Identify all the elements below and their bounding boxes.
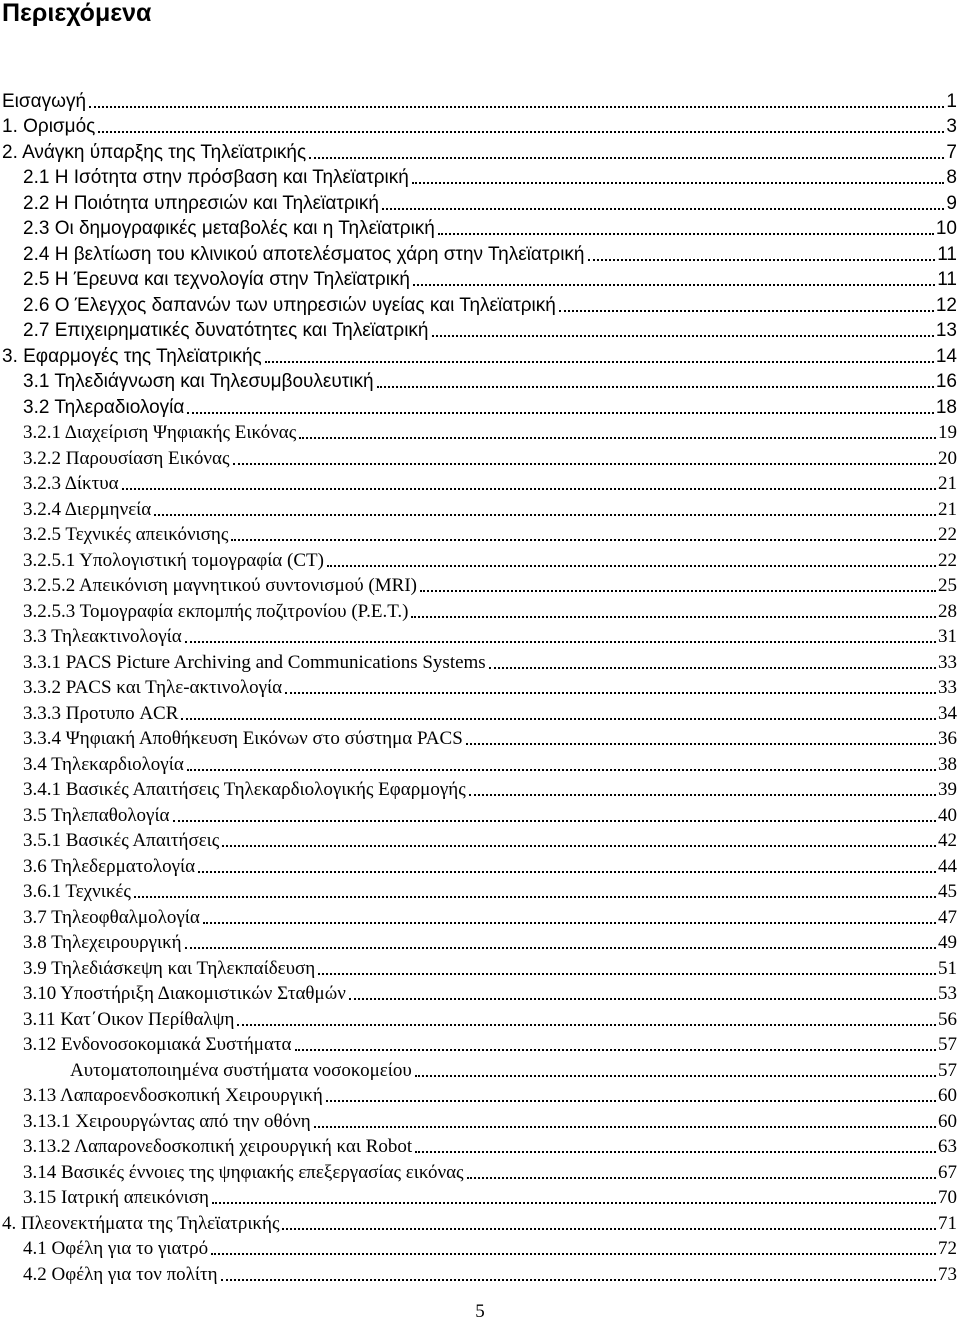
toc-entry[interactable]	[0, 1260, 960, 1286]
toc-entry-label: 2.5 Η Έρευνα και τεχνολογία στην Τηλεϊατρική	[23, 269, 410, 290]
dot-leader	[467, 1177, 936, 1179]
toc-entry-page: 13	[935, 320, 957, 341]
toc-entry-label: 3.2.5 Τεχνικές απεικόνισης	[23, 524, 229, 545]
toc-entry-page: 7	[946, 141, 957, 163]
toc-entry-label: 3.2.4 Διερμηνεία	[23, 498, 152, 520]
toc-entry-label: 3.12 Ενδονοσοκομιακά Συστήματα	[23, 1034, 292, 1055]
toc-entry-label: 2.1 Η Ισότητα στην πρόσβαση και Τηλεϊατρική	[23, 167, 409, 188]
toc-entry-page: 42	[938, 830, 957, 851]
toc-entry-page: 21	[938, 473, 957, 494]
toc-entry-label: 3.14 Βασικές έννοιες της ψηφιακής επεξεργασίας εικόνας	[23, 1161, 464, 1183]
dot-leader	[382, 208, 944, 210]
toc-entry-page: 10	[935, 218, 957, 239]
toc-entry[interactable]	[0, 674, 960, 700]
dot-leader	[413, 284, 935, 286]
toc-entry-page: 33	[938, 677, 957, 698]
toc-entry[interactable]	[0, 87, 960, 113]
toc-entry[interactable]	[0, 1158, 960, 1184]
toc-entry[interactable]	[0, 444, 960, 470]
toc-entry-page: 34	[938, 702, 957, 724]
toc-entry[interactable]	[0, 240, 960, 266]
dot-leader	[222, 845, 936, 847]
toc-entry-page: 51	[938, 957, 957, 979]
dot-leader	[314, 1126, 936, 1128]
toc-entry[interactable]	[0, 750, 960, 776]
toc-entry-label: 3.3.3 Προτυπο ACR	[23, 702, 179, 724]
toc-entry-label: 3.15 Ιατρική απεικόνιση	[23, 1187, 209, 1208]
toc-entry-label: 2. Ανάγκη ύπαρξης της Τηλεϊατρικής	[2, 141, 307, 163]
dot-leader	[221, 1279, 936, 1281]
toc-entry-label: 3.2.1 Διαχείριση Ψηφιακής Εικόνας	[23, 422, 297, 443]
dot-leader	[233, 463, 937, 465]
toc-entry-page: 3	[946, 116, 957, 137]
dot-leader	[438, 233, 934, 235]
dot-leader	[489, 667, 936, 669]
dot-leader	[432, 335, 934, 337]
toc-entry[interactable]	[0, 546, 960, 572]
dot-leader	[295, 1049, 936, 1051]
toc-entry-label: 3.10 Υποστήριξη Διακομιστικών Σταθμών	[23, 983, 346, 1004]
toc-entry-label: 3.6.1 Τεχνικές	[23, 881, 131, 902]
toc-entry-page: 57	[938, 1059, 957, 1081]
toc-entry-page: 45	[938, 881, 957, 902]
toc-entry[interactable]	[0, 878, 960, 904]
toc-entry[interactable]	[0, 1056, 960, 1082]
toc-entry[interactable]	[0, 393, 960, 419]
toc-entry[interactable]	[0, 368, 960, 394]
dot-leader	[285, 692, 936, 694]
toc-entry-page: 11	[937, 243, 957, 265]
toc-entry-page: 8	[946, 167, 957, 188]
toc-entry-label: 2.7 Επιχειρηματικές δυνατότητες και Τηλεϊατρική	[23, 320, 429, 341]
toc-entry-label: 3.1 Τηλεδιάγνωση και Τηλεσυμβουλευτική	[23, 371, 374, 392]
toc-entry[interactable]	[0, 419, 960, 445]
toc-entry[interactable]	[0, 113, 960, 139]
toc-entry-page: 22	[938, 524, 957, 545]
toc-entry-page: 25	[938, 575, 957, 596]
toc-entry[interactable]	[0, 572, 960, 598]
toc-entry-page: 44	[938, 855, 957, 877]
toc-entry-label: 4. Πλεονεκτήματα της Τηλεϊατρικής	[2, 1212, 280, 1234]
dot-leader	[154, 514, 936, 516]
toc-entry-label: 3.5.1 Βασικές Απαιτήσεις	[23, 830, 220, 851]
toc-entry-label: 3.2.5.1 Υπολογιστική τομογραφία (CT)	[23, 549, 324, 571]
toc-entry-page: 16	[935, 371, 957, 392]
toc-entry[interactable]	[0, 1005, 960, 1031]
toc-entry-page: 67	[938, 1161, 957, 1183]
toc-entry-page: 18	[935, 396, 957, 418]
toc-entry-page: 56	[938, 1008, 957, 1030]
toc-entry[interactable]	[0, 801, 960, 827]
dot-leader	[187, 412, 933, 414]
toc-entry[interactable]	[0, 138, 960, 164]
toc-entry[interactable]	[0, 827, 960, 853]
toc-entry-page: 12	[935, 294, 957, 316]
toc-entry-label: 4.2 Οφέλη για τον πολίτη	[23, 1263, 218, 1285]
toc-entry-label: 3.3.1 PACS Picture Archiving and Communications Systems	[23, 651, 486, 673]
toc-entry-label: 2.2 Η Ποιότητα υπηρεσιών και Τηλεϊατρική	[23, 192, 379, 214]
toc-entry-page: 60	[938, 1085, 957, 1106]
toc-entry-page: 38	[938, 753, 957, 775]
toc-entry-page: 72	[938, 1238, 957, 1259]
dot-leader	[98, 131, 944, 133]
toc-entry-label: 4.1 Οφέλη για το γιατρό	[23, 1238, 209, 1259]
toc-entry-label: 3.11 Κατ΄Οικον Περίθαλψη	[23, 1008, 235, 1030]
dot-leader	[203, 922, 936, 924]
toc-entry-label: 3.3.4 Ψηφιακή Αποθήκευση Εικόνων στο σύστημα PACS	[23, 728, 463, 749]
toc-entry-label: 3.13.1 Χειρουργώντας από την οθόνη	[23, 1110, 311, 1132]
dot-leader	[412, 182, 945, 184]
toc-entry-page: 33	[938, 651, 957, 673]
toc-entry-page: 36	[938, 728, 957, 749]
dot-leader	[185, 641, 936, 643]
dot-leader	[237, 1024, 936, 1026]
toc-entry-label: 3.6 Τηλεδερματολογία	[23, 855, 196, 877]
toc-entry-page: 47	[938, 906, 957, 928]
dot-leader	[420, 590, 936, 592]
page-title: Περιεχόμενα	[2, 0, 152, 27]
dot-leader	[187, 769, 936, 771]
toc-entry[interactable]	[0, 521, 960, 547]
dot-leader	[231, 539, 936, 541]
toc-entry-page: 31	[938, 626, 957, 647]
dot-leader	[299, 437, 936, 439]
toc-entry[interactable]	[0, 648, 960, 674]
toc-entry[interactable]	[0, 266, 960, 292]
toc-entry[interactable]	[0, 495, 960, 521]
toc-entry[interactable]	[0, 954, 960, 980]
table-of-contents	[0, 87, 960, 1286]
toc-entry[interactable]	[0, 623, 960, 649]
toc-entry-label: 3.3 Τηλεακτινολογία	[23, 626, 182, 647]
toc-entry[interactable]	[0, 929, 960, 955]
toc-entry-label: 3.2.5.3 Τομογραφία εκπομπής ποζιτρονίου (P.E.T.)	[23, 600, 409, 622]
toc-entry[interactable]	[0, 1107, 960, 1133]
toc-entry[interactable]	[0, 699, 960, 725]
toc-entry[interactable]	[0, 1235, 960, 1261]
dot-leader	[212, 1202, 936, 1204]
dot-leader	[211, 1253, 936, 1255]
dot-leader	[89, 106, 944, 108]
toc-entry[interactable]	[0, 291, 960, 317]
toc-entry[interactable]	[0, 1133, 960, 1159]
toc-entry-page: 63	[938, 1136, 957, 1157]
toc-entry-page: 19	[938, 422, 957, 443]
toc-entry[interactable]	[0, 215, 960, 241]
toc-entry-page: 11	[937, 269, 957, 290]
toc-entry-page: 70	[938, 1187, 957, 1208]
toc-entry-page: 71	[938, 1212, 957, 1234]
dot-leader	[415, 1151, 936, 1153]
toc-entry[interactable]	[0, 1031, 960, 1057]
toc-entry-label: 3.7 Τηλεοφθαλμολογία	[23, 906, 200, 928]
dot-leader	[327, 565, 936, 567]
toc-entry-label: 3.9 Τηλεδιάσκεψη και Τηλεκπαίδευση	[23, 957, 316, 979]
toc-entry-page: 73	[938, 1263, 957, 1285]
dot-leader	[198, 871, 936, 873]
dot-leader	[349, 998, 936, 1000]
dot-leader	[469, 794, 936, 796]
toc-entry[interactable]	[0, 980, 960, 1006]
toc-entry[interactable]	[0, 776, 960, 802]
toc-entry-page: 53	[938, 983, 957, 1004]
toc-entry-label: 3.2 Τηλεραδιολογία	[23, 396, 185, 418]
toc-entry-label: 2.3 Οι δημογραφικές μεταβολές και η Τηλεϊατρική	[23, 218, 435, 239]
dot-leader	[326, 1100, 936, 1102]
toc-entry[interactable]	[0, 189, 960, 215]
toc-entry[interactable]	[0, 852, 960, 878]
toc-entry-page: 22	[938, 549, 957, 571]
toc-entry-label: 2.6 Ο Έλεγχος δαπανών των υπηρεσιών υγείας και Τηλεϊατρική	[23, 294, 556, 316]
toc-entry-page: 28	[938, 600, 957, 622]
dot-leader	[466, 743, 936, 745]
toc-entry-page: 39	[938, 779, 957, 800]
toc-entry-page: 57	[938, 1034, 957, 1055]
toc-entry[interactable]	[0, 317, 960, 343]
dot-leader	[559, 310, 934, 312]
toc-entry[interactable]	[0, 903, 960, 929]
dot-leader	[265, 361, 934, 363]
toc-entry[interactable]	[0, 725, 960, 751]
toc-entry-label: 3.4 Τηλεκαρδιολογία	[23, 753, 184, 775]
page-number: 5	[475, 1301, 485, 1322]
dot-leader	[173, 820, 936, 822]
toc-entry-label: 3.8 Τηλεχειρουργική	[23, 932, 182, 953]
toc-entry-page: 21	[938, 498, 957, 520]
dot-leader	[318, 973, 936, 975]
dot-leader	[134, 896, 936, 898]
toc-entry[interactable]	[0, 1082, 960, 1108]
toc-entry-label: 3.13 Λαπαροενδοσκοπική Χειρουργική	[23, 1085, 323, 1106]
toc-entry-page: 1	[946, 90, 957, 112]
dot-leader	[415, 1075, 936, 1077]
dot-leader	[185, 947, 936, 949]
toc-entry-label: 3.13.2 Λαπαρονεδοσκοπική χειρουργική και Robot	[23, 1136, 413, 1157]
toc-entry-label: 1. Ορισμός	[2, 116, 96, 137]
toc-entry-page: 20	[938, 447, 957, 469]
toc-entry-label: 2.4 Η βελτίωση του κλινικού αποτελέσματος χάρη στην Τηλεϊατρική	[23, 243, 585, 265]
toc-entry-label: 3.3.2 PACS και Τηλε-ακτινολογία	[23, 677, 283, 698]
toc-entry-label: Αυτοματοποιημένα συστήματα νοσοκομείου	[70, 1059, 412, 1081]
toc-entry-label: 3.2.2 Παρουσίαση Εικόνας	[23, 447, 230, 469]
toc-entry[interactable]	[0, 164, 960, 190]
dot-leader	[181, 718, 936, 720]
dot-leader	[588, 259, 936, 261]
toc-entry-label: 3. Εφαρμογές της Τηλεϊατρικής	[2, 345, 262, 367]
toc-entry[interactable]	[0, 342, 960, 368]
toc-entry[interactable]	[0, 470, 960, 496]
toc-entry[interactable]	[0, 597, 960, 623]
toc-entry-label: Εισαγωγή	[2, 90, 87, 112]
toc-entry-page: 14	[935, 345, 957, 367]
toc-entry-label: 3.5 Τηλεπαθολογία	[23, 804, 170, 826]
dot-leader	[411, 616, 936, 618]
toc-entry-label: 3.2.5.2 Απεικόνιση μαγνητικού συντονισμού (MRI)	[23, 575, 417, 596]
dot-leader	[282, 1228, 936, 1230]
toc-entry-page: 40	[938, 804, 957, 826]
toc-entry-page: 60	[938, 1110, 957, 1132]
dot-leader	[122, 488, 936, 490]
toc-entry-page: 49	[938, 932, 957, 953]
toc-entry[interactable]	[0, 1209, 960, 1235]
toc-entry-label: 3.4.1 Βασικές Απαιτήσεις Τηλεκαρδιολογικής Εφαρμογής	[23, 779, 466, 800]
toc-entry-page: 9	[946, 192, 957, 214]
toc-entry-label: 3.2.3 Δίκτυα	[23, 473, 119, 494]
dot-leader	[309, 157, 944, 159]
dot-leader	[377, 386, 934, 388]
toc-entry[interactable]	[0, 1184, 960, 1210]
